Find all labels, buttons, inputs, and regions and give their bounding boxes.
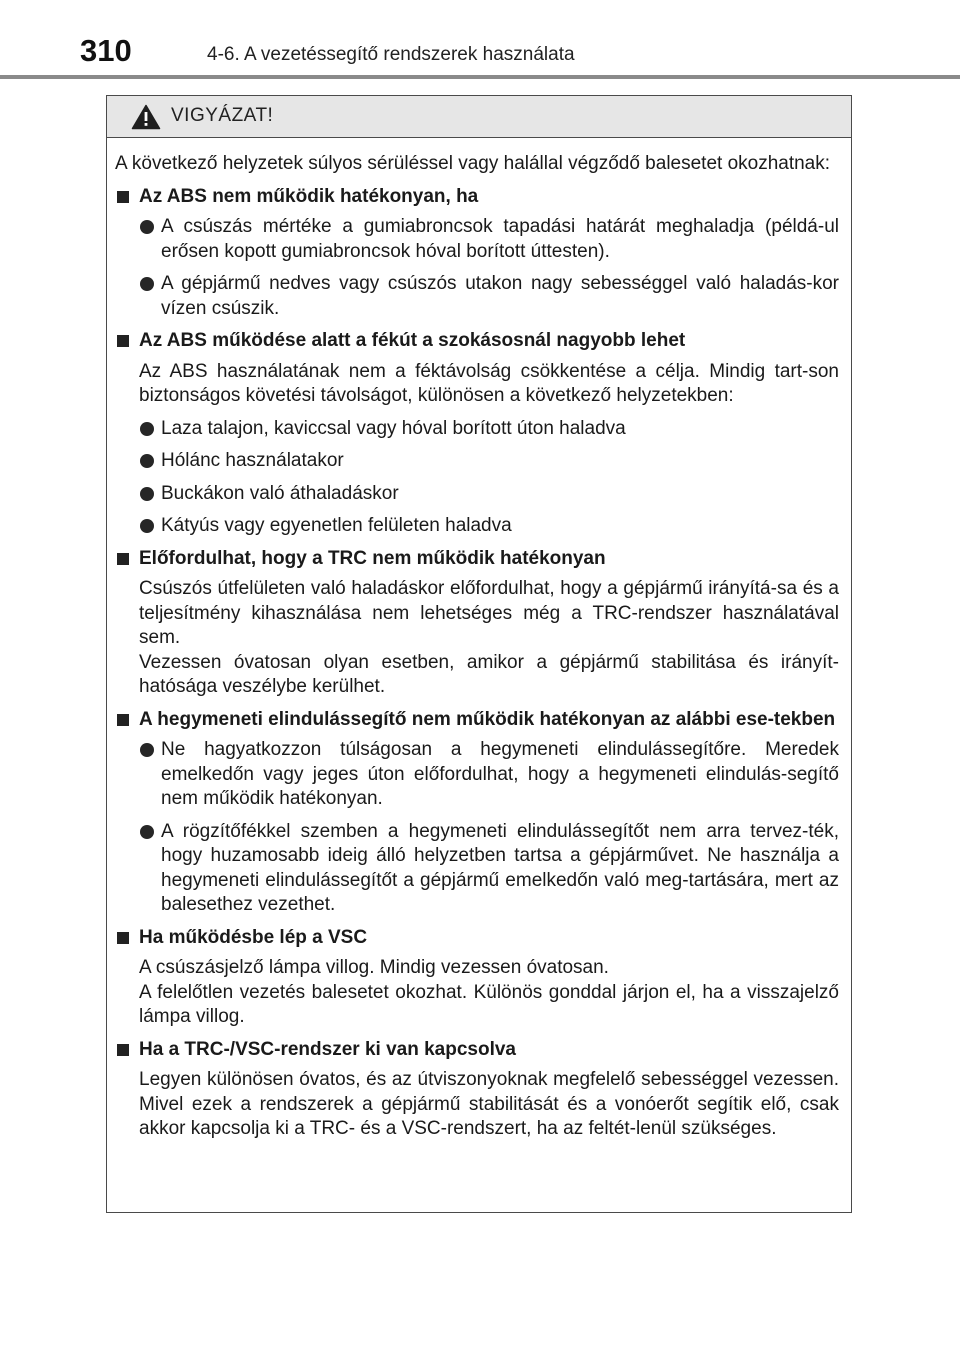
section-heading [115, 185, 839, 210]
section-heading [115, 708, 839, 733]
section-title-text: Ha a TRC-/VSC-rendszer ki van kapcsolva [139, 1038, 516, 1060]
section-title-text: A hegymeneti elindulássegítő nem működik hatékonyan az alábbi ese-tekben [139, 708, 836, 730]
round-bullet-icon [140, 422, 154, 436]
list-item-text: A csúszás mértéke a gumiabroncsok tapadási határát meghaladja (példá-ul erősen kopott gumiabroncsok hóval borított úttesten). [161, 216, 839, 262]
list-item-text: A rögzítőfékkel szemben a hegymeneti elindulássegítőt nem arra tervez-ték, hogy huzamosabb ideig álló helyzetben tartsa a gépjárművet. Ne használja a hegymeneti elindulássegítőt a gépjármű emelkedőn való meg-tartására, mert az balesethez vezethet. [161, 820, 839, 915]
list-item [115, 514, 839, 539]
intro-text: A következő helyzetek súlyos sérüléssel vagy halállal végződő balesetet okozhatnak: [115, 153, 831, 174]
section-title-text: Ha működésbe lép a VSC [139, 926, 368, 948]
round-bullet-icon [140, 825, 154, 839]
section-title-text: Az ABS működése alatt a fékút a szokásosnál nagyobb lehet [139, 330, 686, 351]
section-heading [115, 926, 839, 951]
section-title: 4-6. A vezetéssegítő rendszerek használata [207, 44, 575, 65]
round-bullet-icon [140, 743, 154, 757]
square-bullet-icon [117, 553, 129, 565]
square-bullet-icon [117, 1044, 129, 1056]
section-heading [115, 329, 839, 354]
list-item [115, 417, 839, 442]
list-item-text: Laza talajon, kaviccsal vagy hóval borított úton haladva [161, 417, 626, 439]
round-bullet-icon [140, 487, 154, 501]
square-bullet-icon [117, 932, 129, 944]
paragraph-line: Vezessen óvatosan olyan esetben, amikor a gépjármű stabilitása és irányít-hatósága veszélybe kerülhet. [139, 651, 839, 697]
square-bullet-icon [117, 191, 129, 203]
list-item-text: Hólánc használatakor [161, 450, 344, 471]
list-item [115, 215, 839, 264]
list-item [115, 738, 839, 812]
warning-label: VIGYÁZAT! [171, 105, 274, 126]
square-bullet-icon [117, 714, 129, 726]
warning-triangle-icon [131, 104, 161, 130]
list-item [115, 482, 839, 507]
list-item-text: A gépjármű nedves vagy csúszós utakon nagy sebességgel való haladás-kor vízen csúszik. [161, 273, 839, 319]
header-rule [0, 75, 960, 79]
warning-box [106, 95, 852, 1213]
warning-header [107, 96, 851, 138]
list-item [115, 272, 839, 321]
round-bullet-icon [140, 454, 154, 468]
warning-content [107, 138, 851, 1142]
section-title-text: Az ABS nem működik hatékonyan, ha [139, 185, 479, 207]
list-item [115, 820, 839, 918]
square-bullet-icon [117, 335, 129, 347]
list-item-text: Buckákon való áthaladáskor [161, 482, 399, 504]
section-title-text: Előfordulhat, hogy a TRC nem működik hatékonyan [139, 547, 606, 569]
paragraph-line: A csúszásjelző lámpa villog. Mindig vezessen óvatosan. [139, 957, 609, 978]
round-bullet-icon [140, 277, 154, 291]
round-bullet-icon [140, 220, 154, 234]
page-header [0, 0, 960, 80]
paragraph-line: Csúszós útfelületen való haladáskor előfordulhat, hogy a gépjármű irányítá-sa és a teljesítmény kihasználása nem lehetséges még a TRC-rendszer használatával sem. [139, 578, 839, 648]
paragraph-line: A felelőtlen vezetés balesetet okozhat. Különös gonddal járjon el, ha a visszajelző lámpa villog. [139, 981, 839, 1027]
section-body-text [115, 577, 839, 700]
section-heading [115, 547, 839, 572]
section-heading [115, 1038, 839, 1063]
section-body-text [115, 956, 839, 1030]
section-body-text: Az ABS használatának nem a féktávolság csökkentése a célja. Mindig tart-son biztonságos követési távolságot, különösen a következő helyzetekben: [139, 360, 839, 406]
page-number: 310 [80, 33, 132, 68]
list-item-text: Ne hagyatkozzon túlságosan a hegymeneti elindulássegítőre. Meredek emelkedőn vagy jeges úton előfordulhat, hogy a hegymeneti elindulás-segítő nem működik hatékonyan. [161, 739, 839, 809]
list-item-text: Kátyús vagy egyenetlen felületen haladva [161, 515, 512, 536]
section-body-text: Legyen különösen óvatos, és az útviszonyoknak megfelelő sebességgel vezessen. Mivel ezek a rendszerek a gépjármű stabilitását és a vonóerőt segítik elő, csak akkor kapcsolja ki a TRC- és a VSC-rendszert, ha az feltét-lenül szükséges. [139, 1069, 839, 1139]
round-bullet-icon [140, 519, 154, 533]
list-item [115, 449, 839, 474]
